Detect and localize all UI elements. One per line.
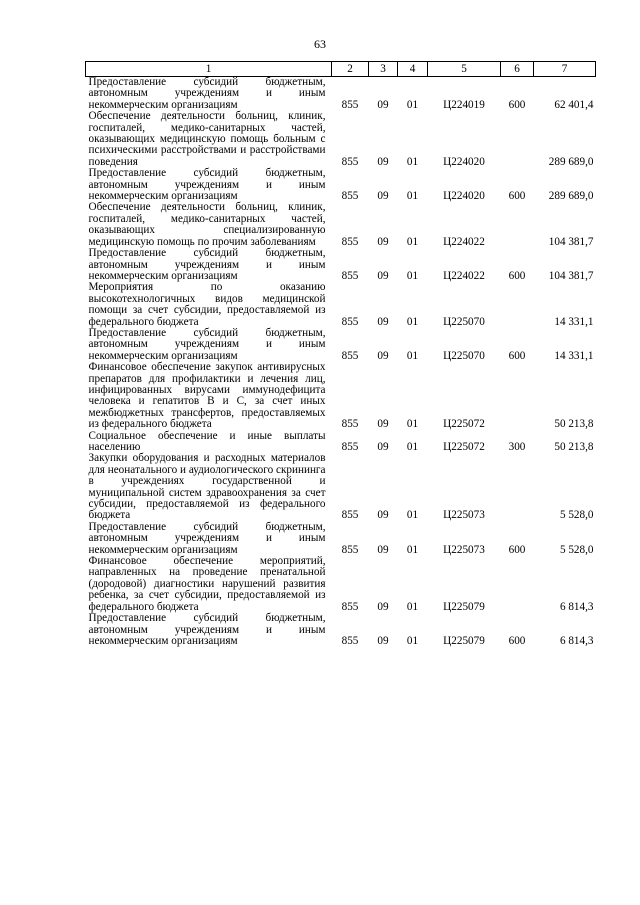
table-row [86,453,596,521]
row-amount: 289 689,0 [548,190,594,203]
row-expense-type: 600 [508,98,526,111]
table-row [86,282,596,328]
row-target-article: Ц224022 [443,269,485,282]
row-ministry-code: 855 [341,600,359,613]
row-ministry-code: 855 [341,269,359,282]
row-section-code: 09 [377,315,389,328]
row-subsection-code: 01 [406,155,419,168]
table-row [86,111,596,168]
row-target-article: Ц224019 [443,98,485,111]
row-amount: 104 381,7 [548,269,594,282]
row-subsection-code: 01 [406,634,419,647]
row-description: Обеспечение деятельности больниц, клиник, госпиталей, медико-санитарных частей, оказывающих медицинскую помощь больным с психическими расстройствами и расстройствами поведения [88,110,326,168]
header-col-1: 1 [86,62,332,77]
table-row [86,613,596,647]
row-target-article: Ц225070 [443,349,485,362]
row-expense-type: 600 [508,269,526,282]
row-description: Закупки оборудования и расходных материалов для неонатального и аудиологического скрининга в учреждениях государственной и муниципальной систем здравоохранения за счет субсидии, предоставляемой из федерального бюджета [88,452,326,522]
row-target-article: Ц225072 [443,441,485,453]
row-expense-type: 600 [508,634,526,647]
row-target-article: Ц224020 [443,190,485,203]
row-ministry-code: 855 [341,155,359,168]
row-section-code: 09 [377,269,389,282]
row-ministry-code: 855 [341,349,359,362]
row-ministry-code: 855 [341,235,359,248]
row-amount: 104 381,7 [548,235,594,248]
row-subsection-code: 01 [406,98,419,111]
row-expense-type [501,202,534,248]
row-target-article: Ц225072 [443,418,485,431]
row-subsection-code: 01 [406,349,419,362]
table-row [86,556,596,613]
row-description: Предоставление субсидий бюджетным, автономным учреждениям и иным некоммерческим организациям [88,167,326,203]
row-ministry-code: 855 [341,441,359,453]
row-subsection-code: 01 [406,190,419,203]
row-target-article: Ц224022 [443,235,485,248]
page-number: 63 [314,37,326,51]
row-subsection-code: 01 [406,418,419,431]
row-description: Предоставление субсидий бюджетным, автономным учреждениям и иным некоммерческим организациям [88,76,326,111]
row-expense-type: 600 [508,543,526,556]
row-amount: 50 213,8 [554,418,594,431]
row-section-code: 09 [377,235,389,248]
budget-table [85,61,596,647]
header-col-4: 4 [398,62,428,77]
row-amount: 6 814,3 [559,600,594,613]
row-subsection-code: 01 [406,441,419,453]
row-section-code: 09 [377,155,389,168]
row-target-article: Ц225079 [443,634,485,647]
row-description: Предоставление субсидий бюджетным, автономным учреждениям и иным некоммерческим организациям [88,520,326,556]
table-row [86,202,596,248]
row-subsection-code: 01 [406,315,419,328]
row-ministry-code: 855 [341,418,359,431]
row-ministry-code: 855 [341,543,359,556]
header-col-6: 6 [501,62,534,77]
table-row [86,328,596,362]
row-amount: 14 331,1 [554,315,594,328]
row-description: Финансовое обеспечение мероприятий, направленных на проведение пренатальной (дородовой) диагностики нарушений развития ребенка, за счет субсидии, предоставляемой из федерального бюджета [88,555,326,613]
header-col-5: 5 [428,62,501,77]
row-ministry-code: 855 [341,634,359,647]
row-expense-type [501,362,534,430]
table-row [86,431,596,454]
row-amount: 289 689,0 [548,155,594,168]
table-row [86,362,596,430]
row-description: Обеспечение деятельности больниц, клиник, госпиталей, медико-санитарных частей, оказывающих специализированную медицинскую помощь по прочим заболеваниям [88,201,326,248]
row-amount: 14 331,1 [554,349,594,362]
header-row [86,62,596,77]
table-row [86,522,596,556]
row-description: Социальное обеспечение и иные выплаты населению [88,429,326,453]
row-section-code: 09 [377,509,389,522]
row-section-code: 09 [377,418,389,431]
row-amount: 62 401,4 [554,98,594,111]
table-row [86,77,596,112]
row-expense-type: 600 [508,190,526,203]
row-ministry-code: 855 [341,190,359,203]
row-ministry-code: 855 [341,509,359,522]
table-header [86,62,596,77]
row-section-code: 09 [377,349,389,362]
row-section-code: 09 [377,190,389,203]
row-expense-type [501,111,534,168]
row-expense-type: 600 [508,349,526,362]
row-section-code: 09 [377,441,389,453]
row-target-article: Ц224020 [443,155,485,168]
row-amount: 50 213,8 [554,441,594,453]
row-section-code: 09 [377,634,389,647]
row-target-article: Ц225070 [443,315,485,328]
row-description: Предоставление субсидий бюджетным, автономным учреждениям и иным некоммерческим организациям [88,612,326,647]
header-col-3: 3 [369,62,398,77]
row-expense-type: 300 [508,441,526,453]
table-row [86,168,596,202]
row-description: Финансовое обеспечение закупок антивирусных препаратов для профилактики и лечения лиц, инфицированных вирусами иммунодефицита человека и гепатитов B и C, за счет иных межбюджетных трансфертов, предоставляемых из федерального бюджета [88,361,326,431]
row-expense-type [501,453,534,521]
row-ministry-code: 855 [341,315,359,328]
row-target-article: Ц225073 [443,543,485,556]
row-subsection-code: 01 [406,509,419,522]
row-amount: 5 528,0 [559,543,594,556]
row-target-article: Ц225073 [443,509,485,522]
row-ministry-code: 855 [341,98,359,111]
table-body [86,77,596,648]
table-row [86,248,596,282]
row-target-article: Ц225079 [443,600,485,613]
row-description: Мероприятия по оказанию высокотехнологичных видов медицинской помощи за счет субсидии, предоставляемой из федерального бюджета [88,281,326,328]
row-amount: 5 528,0 [559,509,594,522]
row-description: Предоставление субсидий бюджетным, автономным учреждениям и иным некоммерческим организациям [88,247,326,282]
row-section-code: 09 [377,98,389,111]
row-subsection-code: 01 [406,600,419,613]
row-subsection-code: 01 [406,543,419,556]
row-subsection-code: 01 [406,235,419,248]
row-amount: 6 814,3 [559,634,594,647]
header-col-7: 7 [534,62,596,77]
row-description: Предоставление субсидий бюджетным, автономным учреждениям и иным некоммерческим организациям [88,326,326,362]
row-expense-type [501,556,534,613]
row-section-code: 09 [377,543,389,556]
row-section-code: 09 [377,600,389,613]
header-col-2: 2 [332,62,369,77]
row-subsection-code: 01 [406,269,419,282]
row-expense-type [501,282,534,328]
